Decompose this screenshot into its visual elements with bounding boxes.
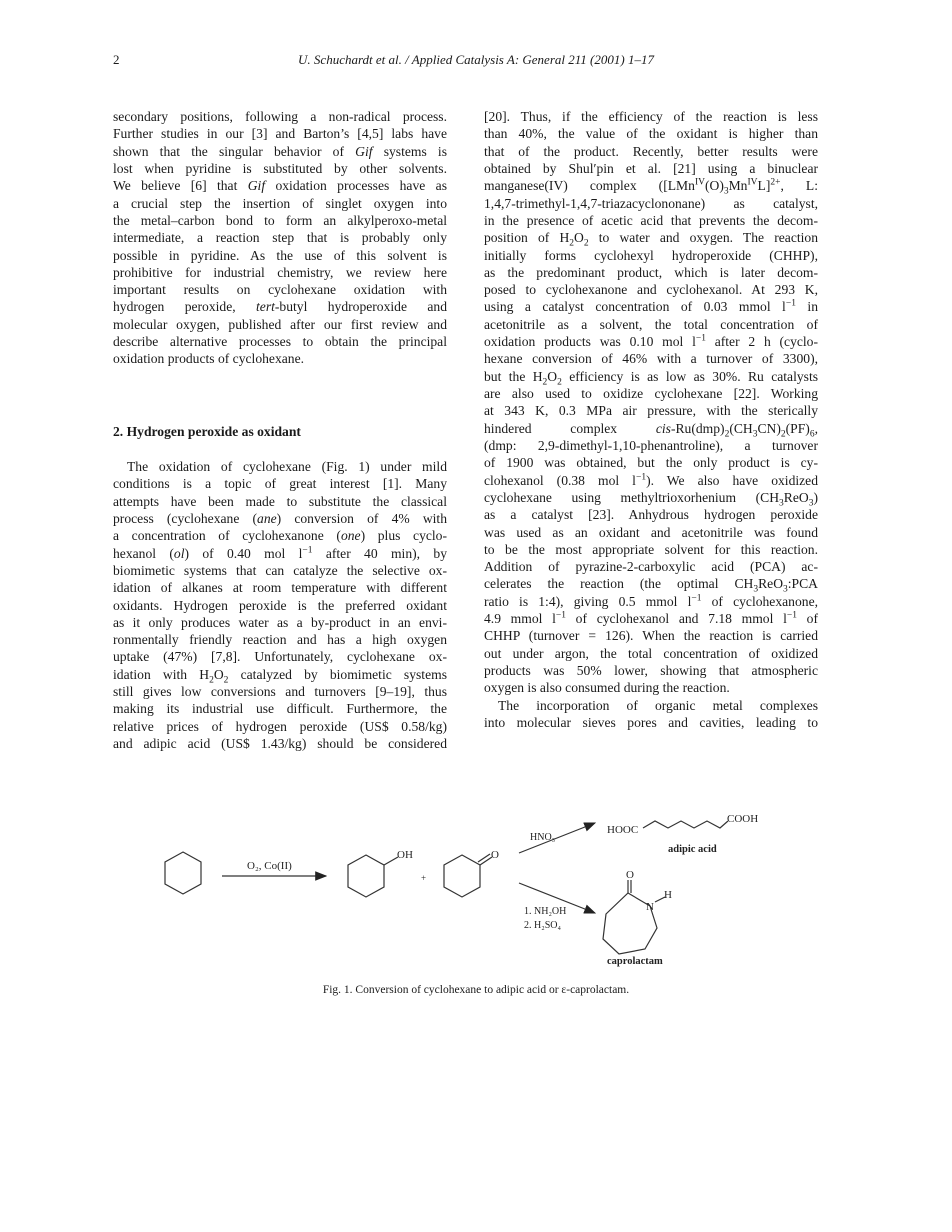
text-line: at 343 K, 0.3 MPa air pressure, with the sterically (484, 403, 818, 419)
text-line: oxygen is also consumed during the reaction. (484, 680, 730, 696)
hooc-label: HOOC (607, 824, 639, 836)
text-line: Further studies in our [3] and Barton’s [4,5] labs have (113, 126, 447, 142)
text-line: ratio is 1:4), giving 0.5 mmol $l^{-1}$ of cyclohexanone, (484, 593, 818, 609)
reagent-hno3: HNO₃ (530, 832, 556, 843)
text-line: but the $H_2O_2$ efficiency is as low as 30%. Ru catalysts (484, 368, 819, 388)
text-line: clohexanol (0.38 mol $l^{-1}$). We also have oxidized (484, 472, 819, 488)
text-line: uptake (47%) [7,8]. Unfortunately, cyclohexane ox- (113, 649, 447, 665)
page-number: 2 (113, 52, 120, 67)
text-line: oxidation products was 0.10 mol $l^{-1}$ after 2 h (cyclo- (484, 333, 818, 350)
text-line: We believe [6] that Gif oxidation processes have as (113, 178, 447, 194)
text-line: that of the product. Recently, better results were (484, 143, 818, 159)
text-line: oxidants. Hydrogen peroxide is the preferred oxidant (113, 597, 447, 613)
text-line: making its industrial use difficult. Furthermore, the (113, 701, 447, 717)
text-line: idation with $H_2O_2$ catalyzed by biomimetic systems (113, 666, 447, 686)
text-line: conditions is a topic of great interest [1]. Many (113, 476, 447, 492)
text-line: 4.9 mmol $l^{-1}$ of cyclohexanol and 7.18 mmol $l^{-1}$ of (484, 610, 818, 627)
text-line: prohibitive for industrial chemistry, we review here (113, 264, 447, 280)
text-line: of 1900 was obtained, but the only product is cy- (484, 455, 818, 471)
text-line: shown that the singular behavior of Gif systems is (113, 143, 447, 159)
lactam-o-label: O (626, 869, 634, 881)
text-line: products was 50% lower, showing that atmospheric (484, 663, 818, 678)
text-line: intermediate, a reaction step that is probably only (113, 230, 447, 246)
text-line: than 40%, the value of the oxidant is higher than (484, 126, 818, 142)
adipic-acid-label: adipic acid (668, 844, 717, 855)
ketone-o-label: O (491, 849, 499, 861)
left-column-bottom (113, 458, 447, 752)
text-line: oxidation products of cyclohexane. (113, 351, 305, 367)
plus-sign: + (421, 873, 427, 883)
reagent-nh2oh: 1. NH₂OH (524, 906, 567, 917)
text-line: idation of alkanes at room temperature with different (113, 580, 447, 596)
text-line: secondary positions, following a non-radical process. (113, 109, 447, 124)
text-line: attempts have been made to substitute the classical (113, 493, 447, 509)
text-line: possible in pyridine. As the use of this solvent is (113, 247, 447, 263)
text-line: using a catalyst concentration of 0.03 mmol $l^{-1}$ in (484, 298, 818, 315)
text-line: as a catalyst [23]. Anhydrous hydrogen peroxide (484, 507, 818, 523)
text-line: position of $H_2O_2$ to water and oxygen. The reaction (484, 230, 818, 249)
cooh-label: COOH (727, 813, 759, 825)
text-line: biomimetic systems that can catalyze the selective ox- (113, 562, 447, 578)
cyclohexanone-structure (444, 855, 480, 897)
text-line: are also used to oxidize cyclohexane [22]. Working (484, 386, 818, 401)
text-line: posed to cyclohexanone and cyclohexanol. At 293 K, (484, 282, 818, 298)
running-title: U. Schuchardt et al. / Applied Catalysis A: General 211 (2001) 1–17 (298, 52, 654, 67)
oh-label: OH (397, 849, 413, 861)
text-line: hexanol (ol) of 0.40 mol $l^{-1}$ after 40 min), by (113, 545, 447, 561)
text-line: molecular oxygen, published after our first review and (113, 316, 447, 332)
text-line: out under argon, the total concentration of oxidized (484, 645, 818, 661)
text-line: into molecular sieves pores and cavities, leading to (484, 714, 818, 730)
adipic-acid-structure (643, 821, 728, 828)
text-line: the metal–carbon bond to form an alkylperoxo-metal (113, 212, 447, 228)
text-line: hexane conversion of 46% with a turnover of 3300), (484, 351, 818, 367)
text-line: hindered complex cis-$Ru(dmp)_2(CH_3CN)_2(PF)_6$, (484, 420, 818, 440)
section-heading: 2. Hydrogen peroxide as oxidant (113, 424, 301, 439)
lactam-h-label: H (664, 889, 672, 901)
text-line: [20]. Thus, if the efficiency of the reaction is less (484, 109, 818, 124)
cyclohexanol-structure (348, 855, 384, 897)
text-line: relative prices of hydrogen peroxide (US$ 0.58/kg) (113, 718, 447, 734)
text-line: a concentration of cyclohexanone (one) plus cyclo- (113, 528, 448, 544)
text-line: CHHP (turnover = 126). When the reaction is carried (484, 628, 818, 644)
text-line: important results on cyclohexane oxidation with (113, 282, 447, 298)
text-line: cyclohexane using methyltrioxorhenium $(CH_3ReO_3)$ (484, 489, 818, 509)
left-column-top (113, 108, 447, 368)
caprolactam-label: caprolactam (607, 956, 663, 967)
text-line: obtained by Shul′pin et al. [21] using a binuclear (484, 160, 818, 176)
text-line: process (cyclohexane (ane) conversion of 4% with (113, 510, 447, 526)
reagent-o2-coii: O₂, Co(II) (247, 860, 292, 872)
text-line: a crucial step the insertion of singlet oxygen into (113, 195, 447, 211)
text-line: The incorporation of organic metal complexes (498, 697, 818, 713)
text-line: lost when pyridine is substituted by other solvents. (113, 160, 447, 176)
text-line: to be the most appropriate solvent for this reaction. (484, 541, 818, 557)
text-line: The oxidation of cyclohexane (Fig. 1) under mild (127, 459, 447, 474)
figure-1-scheme (0, 790, 952, 980)
text-line: was used as an oxidant and acetonitrile was found (484, 524, 818, 540)
text-line: 1,4,7-trimethyl-1,4,7-triazacyclononane) as catalyst, (484, 195, 818, 211)
text-line: and adipic acid (US$ 1.43/kg) should be considered (113, 736, 447, 751)
text-line: as the predominant product, which is later decom- (484, 264, 818, 280)
cyclohexane-structure (165, 852, 201, 894)
text-line: (dmp: 2,9-dimethyl-1,10-phenantroline), a turnover (484, 437, 818, 453)
text-line: celerates the reaction (the optimal $CH_3ReO_3:PCA$ (484, 576, 818, 596)
right-column (484, 108, 818, 731)
text-line: ronmentally friendly reaction and has a high oxygen (113, 632, 447, 648)
figure-caption: Fig. 1. Conversion of cyclohexane to adipic acid or ε-caprolactam. (322, 984, 630, 996)
text-line: acetonitrile as a solvent, the total concentration of (484, 316, 818, 332)
text-line: Addition of pyrazine-2-carboxylic acid (PCA) ac- (484, 559, 818, 575)
text-line: describe alternative processes to obtain the principal (113, 334, 447, 350)
lactam-n-label: N (646, 901, 654, 913)
text-line: still gives low conversions and turnovers [9–19], thus (113, 684, 447, 700)
text-line: in the presence of acetic acid that prevents the decom- (484, 212, 818, 228)
text-line: manganese(IV) complex ($[LMn^{IV}(O)_3Mn^{IV}L]^{2+}$, L: (484, 177, 818, 197)
text-line: initially forms cyclohexyl hydroperoxide (CHHP), (484, 247, 818, 263)
text-line: as it only produces water as a by-product in an envi- (113, 614, 447, 630)
reagent-h2so4: 2. H₂SO₄ (524, 920, 561, 931)
text-line: hydrogen peroxide, tert-butyl hydroperoxide and (113, 299, 447, 315)
